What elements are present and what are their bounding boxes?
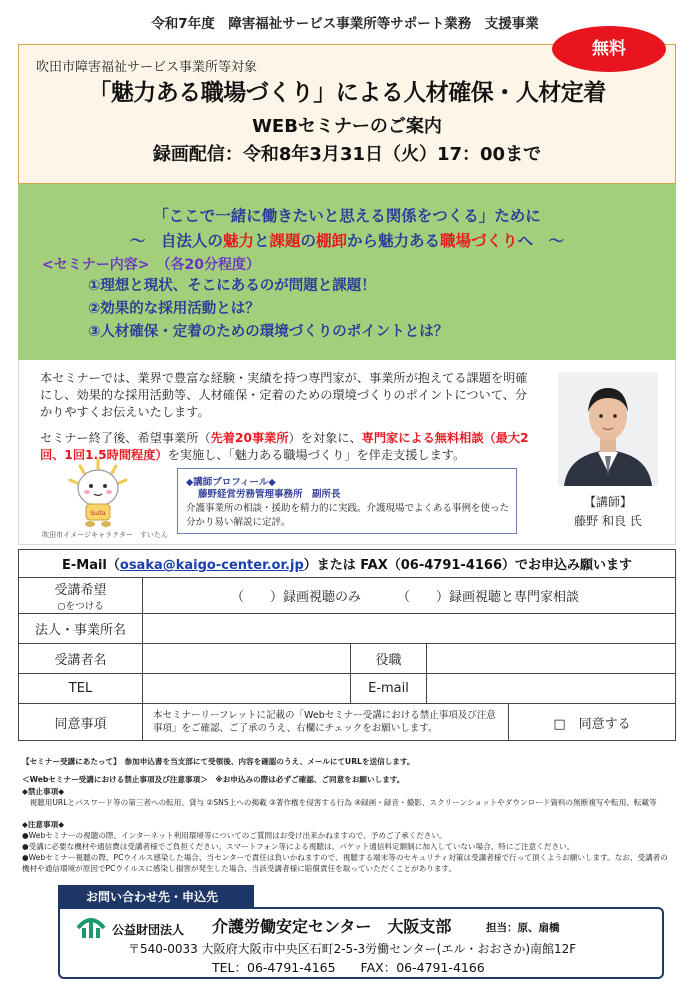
lecturer-photo: [558, 372, 658, 486]
catch-highlight: 棚卸: [316, 232, 348, 250]
attendee-field[interactable]: [143, 644, 351, 673]
form-header-row: [19, 550, 675, 578]
web-seminar-title: WEBセミナーのご案内: [252, 116, 442, 137]
event-title: 令和7年度 障害福祉サービス事業所等サポート業務 支援事業: [151, 16, 539, 32]
organization-logo: [74, 912, 108, 940]
support-part: ）を対象に、: [288, 431, 362, 445]
application-form: [18, 549, 676, 741]
lecturer-label: 【講師】: [583, 495, 632, 509]
catch-highlight: 課題: [269, 232, 301, 250]
free-badge: 無料: [552, 26, 666, 72]
catch-part: の: [300, 232, 316, 250]
catch-part: から魅力ある: [347, 232, 441, 250]
catch-highlight: づくり: [471, 232, 518, 250]
attendance-options: [143, 578, 675, 613]
mascot-sign: Suita: [90, 510, 106, 517]
consent-checkbox[interactable]: □ 同意する: [553, 716, 631, 732]
note-caution: ●Webセミナーの視聴の際、インターネット利用環境等についてのご質問はお受け出来かねますので、予めご了承ください。: [22, 831, 447, 840]
note-caution-heading: [22, 819, 672, 830]
note-prohibited-heading: [22, 786, 672, 797]
organization-name: 介護労働安定センター 大阪支部: [212, 917, 452, 936]
seminar-item: ③人材確保・定着のための環境づくりのポイントとは？: [88, 324, 449, 340]
lecturer-name: 藤野 和良 氏: [574, 514, 642, 528]
profile-text: 介護事業所の相談・援助を精力的に実践。介護現場でよくある事例を使った分かり易い解説に定評。: [186, 503, 510, 528]
contact-staff: 担当：原、扇橋: [486, 922, 560, 934]
note-text: ※お申込みの際は必ずご確認、ご同意をお願いします。: [207, 775, 405, 784]
note-receipt: [22, 756, 672, 767]
note-text: 参加申込書を当支部にて受領後、内容を確認のうえ、メールにてURLを送信します。: [116, 757, 415, 766]
form-row-attendance: [19, 578, 675, 614]
form-row-organization: [19, 614, 675, 644]
note-heading: ＜Webセミナー受講における禁止事項及び注意事項＞: [22, 775, 208, 784]
note-prohibited: 視聴用URLとパスワード等の第三者への転用、貸与 ②SNS上への掲載 ③著作権を侵害する行為 ④録画・録音・撮影、スクリーンショットやダウンロード資料の無断複写や転用、転載等: [22, 798, 657, 807]
email-prefix: E-Mail（: [61, 558, 120, 573]
contact-phone: TEL：06-4791-4165 FAX：06-4791-4166: [212, 960, 485, 975]
tel-field[interactable]: [143, 674, 351, 703]
profile-heading: ◆講師プロフィール◆: [186, 477, 276, 488]
tel-label: TEL: [19, 674, 143, 703]
form-row-consent: [19, 704, 675, 740]
support-part: を実施し、「魅力ある職場づくり」を伴走支援します。: [167, 448, 466, 462]
position-field[interactable]: [427, 644, 675, 673]
seminar-content-label: <セミナー内容> （各20分程度）: [42, 257, 260, 273]
first-come-limit: 先着20事業所: [210, 431, 289, 445]
catch-part: と: [253, 232, 270, 250]
note-caution: ●Webセミナー視聴の際、PCウイルス感染した場合、当センターで責任は負いかねますので、視聴する端末等のセキュリティ対策は受講者様で行って頂くようお願いします。なお、受講者の機材や通信環境が原因でPCウイルスに感染し損害が発生した場合、当該受講者様に賠償責任を取っていただくことがあります。: [22, 853, 668, 873]
form-row-attendee: [19, 644, 675, 674]
option-recording-only[interactable]: （ ）録画視聴のみ: [231, 590, 362, 605]
seminar-item: ①理想と現状、そこにあるのが問題と課題！: [88, 278, 376, 294]
catch-part: へ ～: [517, 232, 565, 250]
contact-address: 〒540-0033 大阪府大阪市中央区石町2-5-3労働センター(エル・おおさか)南館12F: [128, 942, 577, 956]
mascot-image: [66, 458, 130, 528]
consent-text: 本セミナーリーフレットに記載の「Webセミナー受講における禁止事項及び注意事項」をご確認、ご了承のうえ、右欄にチェックをお願いします。: [143, 704, 509, 740]
description-text: 本セミナーでは、業界で豊富な経験・実績を持つ専門家が、事業所が抱えてる課題を明確にし、効果的な採用活動等、人材確保・定着のための環境づくりのポイントについて、分かりやすくお伝えいたします。: [40, 371, 528, 419]
note-caution: ●受講に必要な機材や通信費は受講者様でご負担ください。スマートフォン等による視聴は、パケット通信料定額制に加入していない場合、特にご注意ください。: [22, 842, 575, 851]
organization-label: 法人・事業所名: [19, 614, 143, 643]
mascot-caption: 吹田市イメージキャラクター すいたん: [42, 531, 168, 539]
hero-title: 「魅力ある職場づくり」による人材確保・人材定着: [88, 80, 606, 106]
attendance-label: 受講希望: [54, 583, 107, 598]
position-label: 役職: [351, 644, 427, 673]
submission-instructions: [62, 554, 632, 573]
support-part: セミナー終了後、希望事業所（: [40, 431, 211, 445]
contact-tab: お問い合わせ先・申込先: [58, 885, 254, 909]
distribution-date: 録画配信：令和8年3月31日（火）17：00まで: [152, 144, 542, 165]
attendance-sublabel: ○をつける: [57, 601, 104, 612]
seminar-item: ②効果的な採用活動とは？: [88, 301, 260, 317]
organization-field[interactable]: [143, 614, 675, 643]
catchphrase: 「ここで一緒に働きたいと思える関係をつくる」ために: [153, 207, 541, 225]
note-rules: [22, 774, 672, 785]
note-heading: ◆禁止事項◆: [22, 787, 65, 796]
catch-part: ～ 自法人の: [129, 232, 223, 250]
free-consultation: 専門家による無料相談（最大2回、1回1.5時間程度）: [40, 431, 529, 462]
profile-organization: 藤野経営労務管理事務所 副所長: [198, 489, 341, 500]
note-heading: ◆注意事項◆: [22, 820, 65, 829]
attendance-label-cell: [19, 578, 143, 613]
email-suffix: ）または FAX（06-4791-4166）でお申込み願います: [303, 558, 633, 573]
email-link[interactable]: osaka@kaigo-center.or.jp: [119, 558, 304, 573]
email-label: E-mail: [351, 674, 427, 703]
consent-label: 同意事項: [19, 704, 143, 740]
note-heading: 【セミナー受講にあたって】: [22, 757, 117, 766]
organization-type: 公益財団法人: [112, 923, 185, 937]
catchphrase-sub: [18, 229, 676, 251]
attendee-label: 受講者名: [19, 644, 143, 673]
catch-highlight: 魅力: [222, 232, 254, 250]
form-row-tel: [19, 674, 675, 704]
catch-highlight: 職場: [440, 232, 472, 250]
email-field[interactable]: [427, 674, 675, 703]
hero-subtitle: 吹田市障害福祉サービス事業所等対象: [36, 60, 258, 75]
option-recording-consultation[interactable]: （ ）録画視聴と専門家相談: [397, 590, 580, 605]
